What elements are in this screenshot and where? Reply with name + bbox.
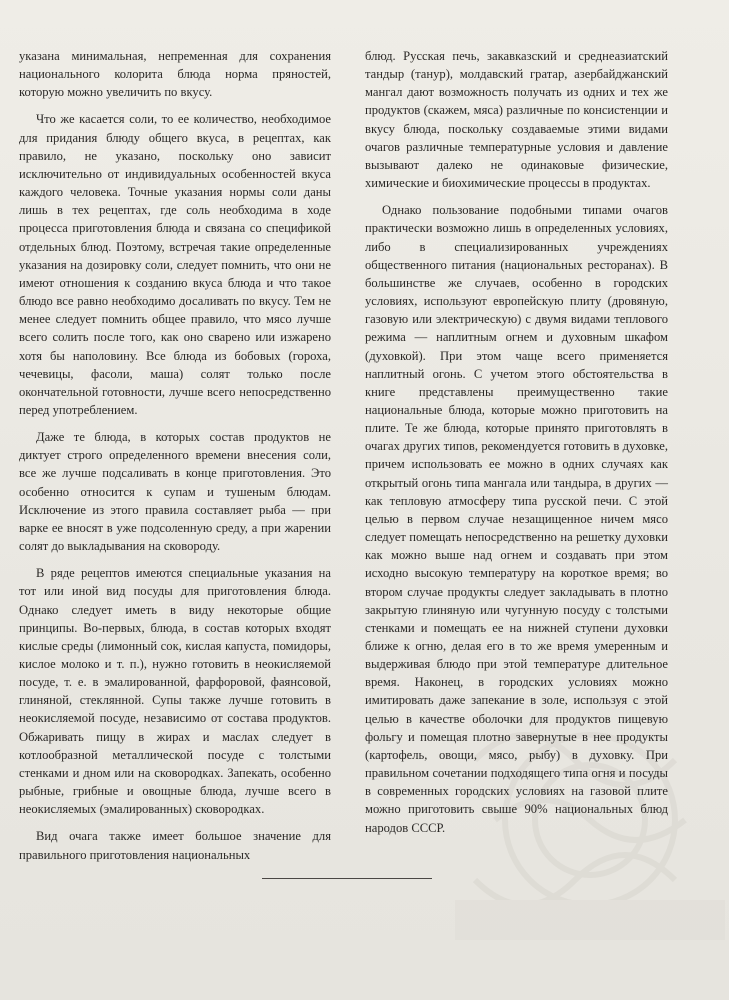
right-text-column bbox=[365, 47, 668, 846]
paragraph: Что же касается соли, то ее количество, необходимое для придания блюду общего вкуса, в рецептах, как правило, не указано, поскольку оно зависит исключительно от индивидуальных особенностей вкуса каждого человека. Точные указания нормы соли даны лишь в тех рецептах, где соль необходима в ходе процесса приготовления блюда и связана со спецификой отдельных блюд. Поэтому, встречая такие определенные указания на дозировку соли, следует помнить, что они не имеют отношения к созданию вкуса блюда и что такое блюдо все равно необходимо досаливать по вкусу. Тем не менее следует помнить общее правило, что мясо лучше всего солить после того, как оно сварено или изжарено хотя бы наполовину. Все блюда из бобовых (гороха, чечевицы, фасоли, маша) солят только после окончательной готовности, лучше всего непосредственно перед употреблением. bbox=[19, 112, 331, 417]
paragraph: блюд. Русская печь, закавказский и среднеазиатский тандыр (тануp), молдавский гратар, азербайджанский мангал дают возможность получать из одних и тех же продуктов (скажем, мяса) различные по консистенции и вкусу блюда, поскольку создаваемые этими видами очагов различные температурные условия и давление вызывают далеко не одинаковые физические, химические и биохимические процессы в продуктах. bbox=[365, 49, 668, 191]
paragraph: Однако пользование подобными типами очагов практически возможно лишь в определенных условиях, либо в специализированных учреждениях общественного питания (национальных ресторанах). В большинстве же случаев, особенно в городских условиях, используют европейскую плиту (дровяную, газовую или электрическую) с двумя видами теплового режима — наплитным огнем и духовным шкафом (духовкой). При этом чаще всего применяется наплитный огонь. С учетом этого обстоятельства в книге представлены преимущественно такие национальные блюда, которые можно приготовить на плите. Те же блюда, которые принято приготовлять в очагах других типов, рекомендуется готовить в духовке, причем использовать ее можно в одних случаях как открытый огонь типа мангала или тандыра, в других — как тепловую атмосферу типа русской печи. С этой целью в первом случае незащищенное ничем мясо следует помещать непосредственно на решетку духовки как можно выше над огнем и создавать при этом исходно высокую температуру на короткое время; во втором случае продукты следует закладывать в плотно закрытую глиняную или чугунную посуду с толстыми стенками и помещать ее на нижней ступени духовки ближе к огню, делая его в то же время умеренным и выдерживая блюдо при этой температуре длительное время. Наконец, в городских условиях можно имитировать даже запекание в золе, используя с этой целью в качестве оболочки для продуктов пищевую фольгу и помещая плотно завернутые в нее продукты (картофель, овощи, мясо, рыбу) в духовку. При правильном сочетании подходящего типа огня и посуды в современных городских условиях на газовой плите можно приготовить свыше 90% национальных блюд народов СССР. bbox=[365, 203, 668, 835]
paragraph: Вид очага также имеет большое значение для правильного приготовления национальных bbox=[19, 829, 331, 862]
paragraph: указана минимальная, непременная для сохранения национального колорита блюда норма пряностей, которую можно увеличить по вкусу. bbox=[19, 49, 331, 100]
paragraph: В ряде рецептов имеются специальные указания на тот или иной вид посуды для приготовления блюда. Однако следует иметь в виду некоторые общие принципы. Во-первых, блюда, в состав которых входят кислые среды (лимонный сок, кислая капуста, помидоры, кислое молоко и т. п.), нужно готовить в неокисляемой посуде, т. е. в эмалированной, фарфоровой, фаянсовой, глиняной, стеклянной. Супы также лучше готовить в неокисляемой посуде, независимо от состава продуктов. Обжаривать пищу в жирах и маслах следует в котлообразной металлической посуде с толстыми стенками и дном или на сковородках. Запекать, особенно рыбные, грибные и овощные блюда, лучше всего в неокисляемых (эмалированных) сковородках. bbox=[19, 566, 331, 817]
footnote-divider bbox=[262, 878, 432, 879]
paragraph: Даже те блюда, в которых состав продуктов не диктует строго определенного времени внесения соли, все же лучше подсаливать в конце приготовления. Это особенно относится к супам и тушеным блюдам. Исключение из этого правила составляет рыба — при варке ее вносят в уже подсоленную среду, а при жарении солят до выкладывания на сковороду. bbox=[19, 430, 331, 554]
left-text-column bbox=[19, 47, 331, 873]
